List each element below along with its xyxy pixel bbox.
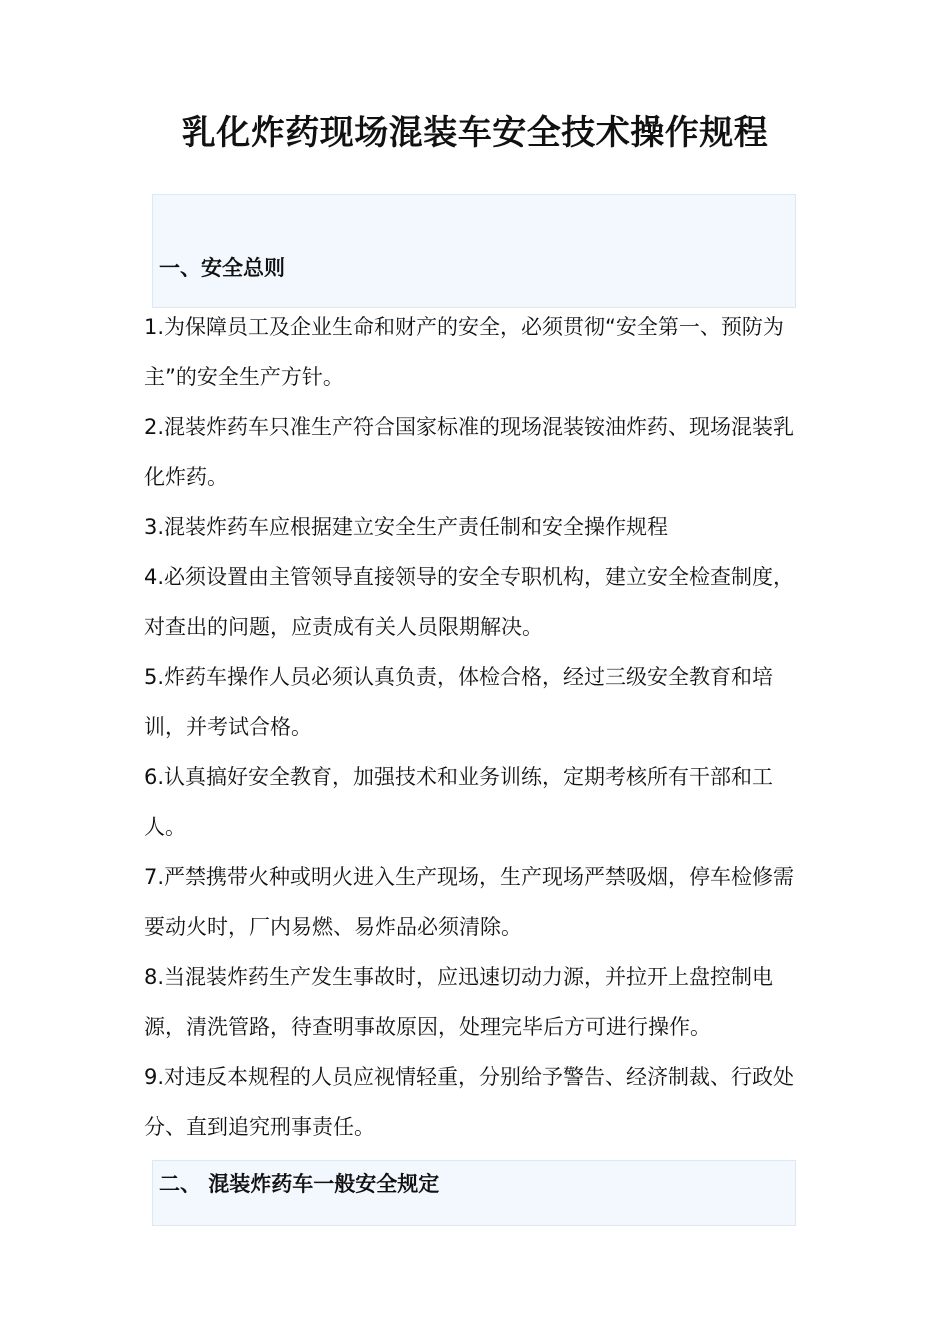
- clause-item: 2.混装炸药车只准生产符合国家标准的现场混装铵油炸药、现场混装乳化炸药。: [144, 415, 795, 489]
- clause-item: 9.对违反本规程的人员应视情轻重，分别给予警告、经济制裁、行政处分、直到追究刑事责任。: [144, 1065, 795, 1139]
- clause-item: 8.当混装炸药生产发生事故时，应迅速切动力源，并拉开上盘控制电源，清洗管路，待查明事故原因，处理完毕后方可进行操作。: [144, 965, 774, 1039]
- clause-list: [144, 302, 812, 1152]
- clause-item: 6.认真搞好安全教育，加强技术和业务训练，定期考核所有干部和工人。: [144, 765, 774, 839]
- document-title: 乳化炸药现场混装车安全技术操作规程: [181, 113, 769, 153]
- section-heading: 一、安全总则: [159, 256, 285, 280]
- section-header-general-rules: [152, 194, 796, 308]
- clause-item: 5.炸药车操作人员必须认真负责，体检合格，经过三级安全教育和培训，并考试合格。: [144, 665, 774, 739]
- clause-item: 1.为保障员工及企业生命和财产的安全，必须贯彻“安全第一、预防为主”的安全生产方针。: [144, 315, 784, 389]
- section-header-vehicle-rules: [152, 1160, 796, 1226]
- clause-item: 4.必须设置由主管领导直接领导的安全专职机构，建立安全检查制度，对查出的问题，应责成有关人员限期解决。: [144, 565, 795, 639]
- clause-item: 3.混装炸药车应根据建立安全生产责任制和安全操作规程: [144, 515, 669, 539]
- section-heading: 二、 混装炸药车一般安全规定: [159, 1172, 440, 1196]
- clause-item: 7.严禁携带火种或明火进入生产现场，生产现场严禁吸烟，停车检修需要动火时，厂内易燃、易炸品必须清除。: [144, 865, 795, 939]
